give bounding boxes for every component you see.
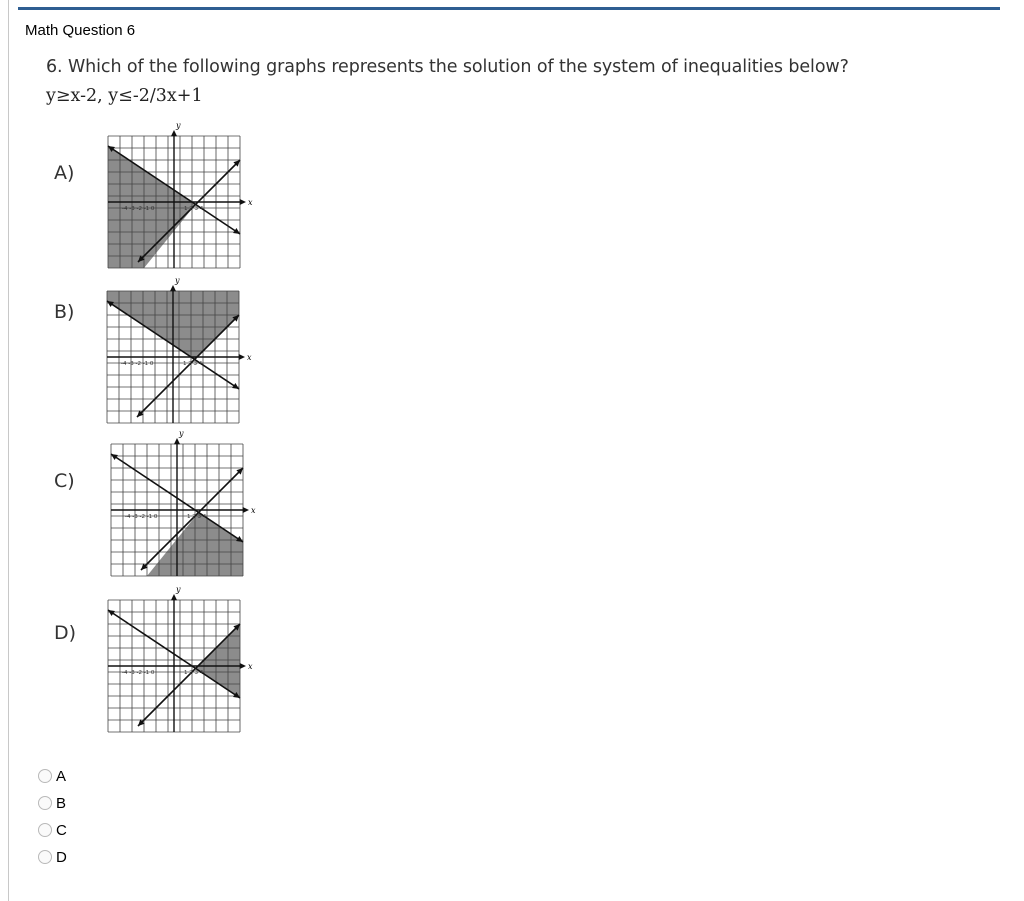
option-d-label: D)	[54, 622, 77, 644]
y-axis-label: y	[176, 121, 181, 130]
graph-option-a	[100, 121, 253, 268]
answer-choice-b[interactable]	[38, 793, 66, 813]
answer-choice-d[interactable]	[38, 847, 67, 867]
line-arrowhead	[170, 285, 176, 291]
answer-choice-a[interactable]	[38, 766, 66, 786]
y-axis-label: y	[175, 276, 180, 285]
line-arrowhead	[171, 130, 177, 136]
answer-label-b: B	[56, 794, 67, 812]
inequality-system: y≥x-2, y≤-2/3x+1	[46, 86, 203, 106]
question-title: Math Question 6	[25, 22, 136, 39]
answer-label-d: D	[56, 848, 67, 866]
option-a-label: A)	[54, 162, 75, 184]
radio-b[interactable]	[38, 796, 52, 810]
option-b-label: B)	[54, 301, 75, 323]
line-arrowhead	[243, 507, 249, 513]
pos-tick-labels: 1 2 3 4	[187, 514, 207, 520]
header-rule	[18, 7, 1000, 10]
neg-tick-labels: -4 -3 -2 -1 0	[122, 670, 155, 676]
radio-d[interactable]	[38, 850, 52, 864]
x-axis-label: x	[251, 506, 256, 515]
answer-choice-c[interactable]	[38, 820, 67, 840]
line-arrowhead	[174, 438, 180, 444]
line-arrowhead	[240, 199, 246, 205]
line-arrowhead	[239, 354, 245, 360]
y-axis-label: y	[179, 429, 184, 438]
option-c-label: C)	[54, 470, 75, 492]
neg-tick-labels: -4 -3 -2 -1 0	[122, 206, 155, 212]
x-axis-label: x	[247, 353, 252, 362]
pos-tick-labels: 1 2 3 4	[184, 670, 204, 676]
radio-c[interactable]	[38, 823, 52, 837]
graph-option-d	[100, 585, 253, 732]
graph-option-b	[99, 276, 252, 423]
question-prompt: 6. Which of the following graphs represents the solution of the system of inequalities below?	[46, 57, 849, 77]
pos-tick-labels: 1 2 3 4	[184, 206, 204, 212]
y-axis-label: y	[176, 585, 181, 594]
line-arrowhead	[171, 594, 177, 600]
line-arrowhead	[240, 663, 246, 669]
answer-label-a: A	[56, 767, 67, 785]
x-axis-label: x	[248, 662, 253, 671]
x-axis-label: x	[248, 198, 253, 207]
graph-option-c	[103, 429, 256, 576]
left-border	[8, 0, 9, 901]
neg-tick-labels: -4 -3 -2 -1 0	[125, 514, 158, 520]
pos-tick-labels: 1 2 3 4	[183, 361, 203, 367]
answer-label-c: C	[56, 821, 67, 839]
radio-a[interactable]	[38, 769, 52, 783]
neg-tick-labels: -4 -3 -2 -1 0	[121, 361, 154, 367]
